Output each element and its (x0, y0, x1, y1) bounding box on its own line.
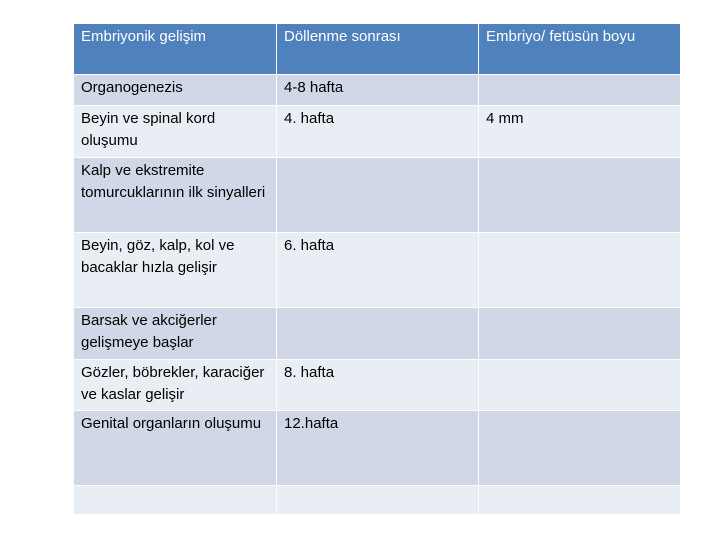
table-cell: Beyin, göz, kalp, kol ve bacaklar hızla gelişir (74, 233, 277, 308)
table-cell: Barsak ve akciğerler gelişmeye başlar (74, 308, 277, 360)
table-header-row (74, 24, 681, 75)
table-row (74, 308, 681, 360)
table-row (74, 106, 681, 158)
table-row (74, 233, 681, 308)
table-cell: 12.hafta (277, 411, 479, 486)
table-cell (479, 411, 681, 486)
header-post-fertilization: Döllenme sonrası (277, 24, 479, 75)
table-row (74, 411, 681, 486)
table-cell (277, 158, 479, 233)
table-cell (479, 158, 681, 233)
table-cell (277, 486, 479, 515)
table-cell (479, 360, 681, 411)
table-cell: 4 mm (479, 106, 681, 158)
table-cell: Organogenezis (74, 75, 277, 106)
table-row (74, 486, 681, 515)
table-row (74, 360, 681, 411)
table-cell: 8. hafta (277, 360, 479, 411)
table-cell (479, 233, 681, 308)
table-cell: Kalp ve ekstremite tomurcuklarının ilk sinyalleri (74, 158, 277, 233)
table-cell: Gözler, böbrekler, karaciğer ve kaslar gelişir (74, 360, 277, 411)
table-cell: 4-8 hafta (277, 75, 479, 106)
table-cell (479, 75, 681, 106)
table-cell: Beyin ve spinal kord oluşumu (74, 106, 277, 158)
development-table (73, 23, 681, 515)
table-cell: Genital organların oluşumu (74, 411, 277, 486)
table-cell (74, 486, 277, 515)
table-cell (277, 308, 479, 360)
table-row (74, 158, 681, 233)
table-cell: 4. hafta (277, 106, 479, 158)
header-embryonic-development: Embriyonik gelişim (74, 24, 277, 75)
table-row (74, 75, 681, 106)
header-embryo-fetus-size: Embriyo/ fetüsün boyu (479, 24, 681, 75)
table-cell: 6. hafta (277, 233, 479, 308)
table-cell (479, 486, 681, 515)
table-cell (479, 308, 681, 360)
